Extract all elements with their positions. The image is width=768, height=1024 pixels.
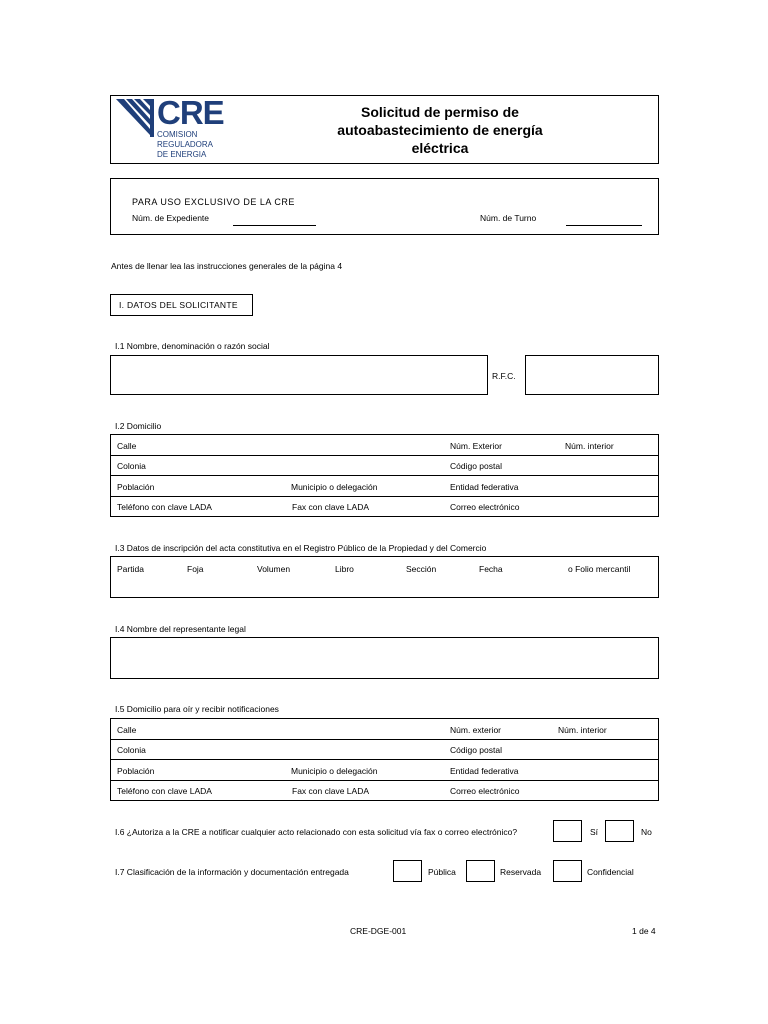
no-checkbox[interactable] xyxy=(605,820,634,842)
i4-label: I.4 Nombre del representante legal xyxy=(115,624,246,634)
publica-label: Pública xyxy=(428,867,456,877)
publica-checkbox[interactable] xyxy=(393,860,422,882)
expediente-label: Núm. de Expediente xyxy=(132,213,210,223)
partida-label: Partida xyxy=(117,564,144,574)
section-1-title: I. DATOS DEL SOLICITANTE xyxy=(119,300,238,310)
instructions-text: Antes de llenar lea las instrucciones generales de la página 4 xyxy=(111,261,343,271)
turno-field[interactable] xyxy=(566,225,642,226)
n-correo-label: Correo electrónico xyxy=(450,786,520,796)
page-number: 1 de 4 xyxy=(632,926,656,936)
seccion-label: Sección xyxy=(406,564,437,574)
notificaciones-table xyxy=(110,718,659,801)
fecha-label: Fecha xyxy=(479,564,503,574)
i6-label: I.6 ¿Autoriza a la CRE a notificar cualquier acto relacionado con esta solicitud vía fax o correo electrónico? xyxy=(115,827,518,837)
n-telefono-label: Teléfono con clave LADA xyxy=(117,786,212,796)
registro-table[interactable] xyxy=(110,556,659,598)
rfc-label: R.F.C. xyxy=(492,371,516,381)
no-label: No xyxy=(641,827,652,837)
cp-label: Código postal xyxy=(450,461,502,471)
office-use-box xyxy=(110,178,659,235)
office-use-title: PARA USO EXCLUSIVO DE LA CRE xyxy=(132,197,295,207)
telefono-label: Teléfono con clave LADA xyxy=(117,502,212,512)
i1-label: I.1 Nombre, denominación o razón social xyxy=(115,341,270,351)
title-line-2: autoabastecimiento de energía xyxy=(337,122,543,138)
turno-label: Núm. de Turno xyxy=(480,213,537,223)
logo-text: CRE xyxy=(157,94,224,131)
domicilio-table xyxy=(110,434,659,517)
fax-label: Fax con clave LADA xyxy=(292,502,370,512)
municipio-label: Municipio o delegación xyxy=(291,482,378,492)
colonia-label: Colonia xyxy=(117,461,146,471)
expediente-field[interactable] xyxy=(233,225,316,226)
i2-label: I.2 Domicilio xyxy=(115,421,162,431)
foja-label: Foja xyxy=(187,564,204,574)
n-poblacion-label: Población xyxy=(117,766,155,776)
i3-label: I.3 Datos de inscripción del acta constitutiva en el Registro Público de la Propiedad y del Comercio xyxy=(115,543,487,553)
folio-label: o Folio mercantil xyxy=(568,564,631,574)
cre-logo-icon xyxy=(116,99,154,137)
form-code: CRE-DGE-001 xyxy=(350,926,407,936)
volumen-label: Volumen xyxy=(257,564,291,574)
num-ext-label: Núm. Exterior xyxy=(450,441,502,451)
correo-label: Correo electrónico xyxy=(450,502,520,512)
confidencial-label: Confidencial xyxy=(587,867,634,877)
reservada-checkbox[interactable] xyxy=(466,860,495,882)
logo-sub-2: REGULADORA xyxy=(157,140,214,149)
si-checkbox[interactable] xyxy=(553,820,582,842)
num-int-label: Núm. interior xyxy=(565,441,614,451)
libro-label: Libro xyxy=(335,564,354,574)
title-line-3: eléctrica xyxy=(411,140,469,156)
rfc-field[interactable] xyxy=(525,355,659,395)
logo-sub-3: DE ENERGIA xyxy=(157,150,207,159)
n-entidad-label: Entidad federativa xyxy=(450,766,519,776)
logo-sub-1: COMISION xyxy=(157,130,198,139)
n-num-ext-label: Núm. exterior xyxy=(450,725,502,735)
si-label: Sí xyxy=(590,827,599,837)
n-calle-label: Calle xyxy=(117,725,137,735)
reservada-label: Reservada xyxy=(500,867,542,877)
title-line-1: Solicitud de permiso de xyxy=(361,104,519,120)
n-colonia-label: Colonia xyxy=(117,745,146,755)
n-cp-label: Código postal xyxy=(450,745,502,755)
i5-label: I.5 Domicilio para oír y recibir notificaciones xyxy=(115,704,279,714)
section-1-header xyxy=(110,294,253,316)
n-num-int-label: Núm. interior xyxy=(558,725,607,735)
calle-label: Calle xyxy=(117,441,137,451)
n-municipio-label: Municipio o delegación xyxy=(291,766,378,776)
header-box xyxy=(110,95,659,164)
n-fax-label: Fax con clave LADA xyxy=(292,786,370,796)
poblacion-label: Población xyxy=(117,482,155,492)
name-field[interactable] xyxy=(110,355,488,395)
confidencial-checkbox[interactable] xyxy=(553,860,582,882)
i7-label: I.7 Clasificación de la información y documentación entregada xyxy=(115,867,349,877)
page-title xyxy=(281,103,599,157)
representante-field[interactable] xyxy=(110,637,659,679)
entidad-label: Entidad federativa xyxy=(450,482,519,492)
